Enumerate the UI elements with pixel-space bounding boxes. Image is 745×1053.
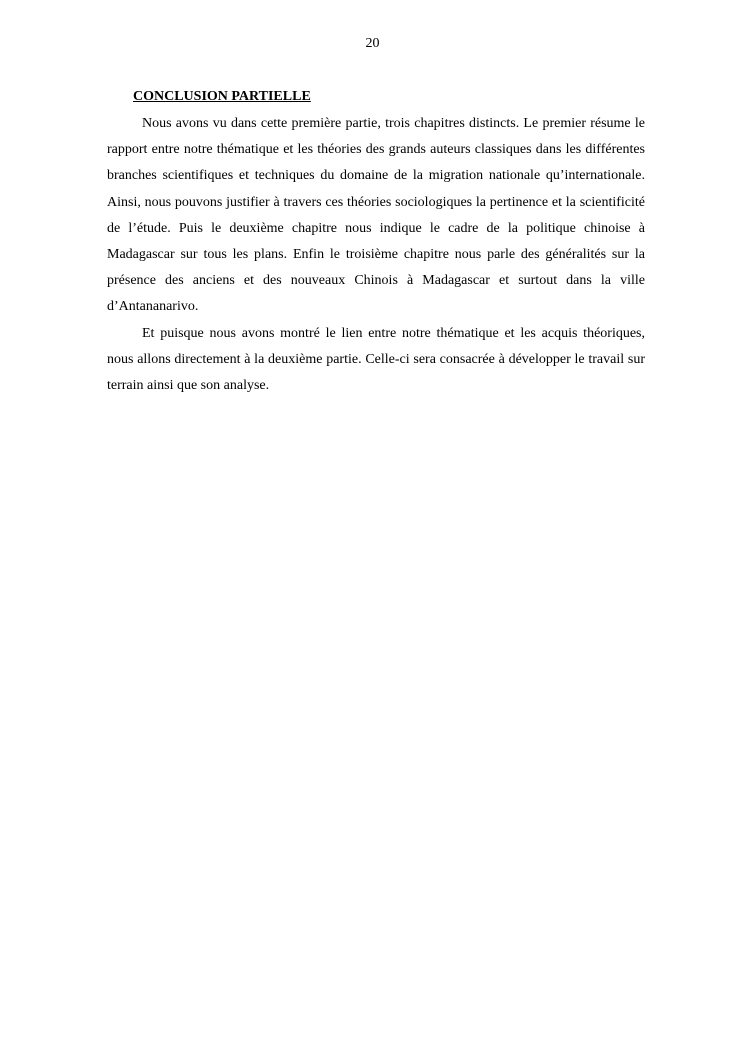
paragraph-1: Nous avons vu dans cette première partie, trois chapitres distincts. Le premier résume le rapport entre notre thématique et les théories des grands auteurs classiques dans les différentes branches scientifiques et techniques du domaine de la migration nationale qu’internationale. Ainsi, nous pouvons justifier à travers ces théories sociologiques la pertinence et la scientificité de l’étude. Puis le deuxième chapitre nous indique le cadre de la politique chinoise à Madagascar sur tous les plans. Enfin le troisième chapitre nous parle des généralités sur la présence des anciens et des nouveaux Chinois à Madagascar et surtout dans la ville d’Antananarivo. [107, 116, 645, 315]
paragraph-2: Et puisque nous avons montré le lien entre notre thématique et les acquis théoriques, nous allons directement à la deuxième partie. Celle-ci sera consacrée à développer le travail sur terrain ainsi que son analyse. [107, 325, 645, 394]
section-heading: CONCLUSION PARTIELLE [133, 89, 311, 104]
section-body [107, 111, 645, 399]
page-number: 20 [365, 36, 380, 51]
